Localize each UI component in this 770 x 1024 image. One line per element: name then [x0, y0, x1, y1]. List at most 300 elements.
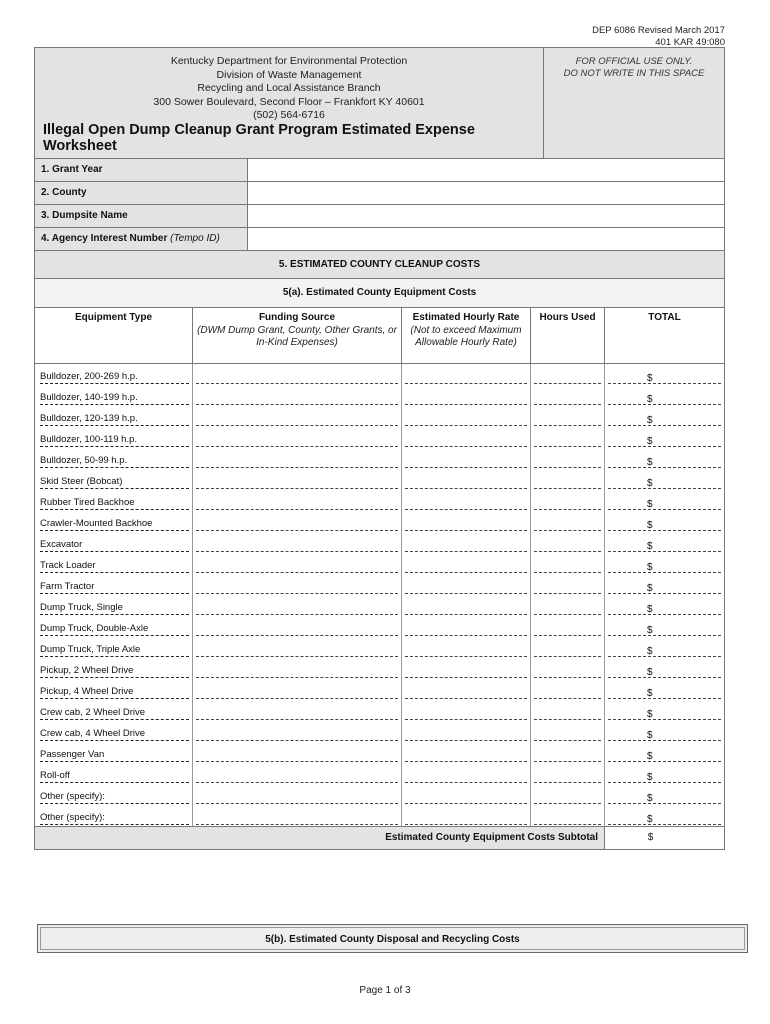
dashed-underline — [608, 404, 721, 405]
currency-symbol: $ — [647, 457, 653, 468]
dumpsite-name-input[interactable] — [248, 205, 724, 227]
equipment-row — [35, 637, 724, 658]
subtotal-row — [35, 826, 724, 849]
section-5-heading: 5. ESTIMATED COUNTY CLEANUP COSTS — [35, 251, 724, 279]
equipment-type-cell — [35, 721, 193, 742]
funding-source-input[interactable] — [193, 700, 402, 721]
hourly-rate-input[interactable] — [402, 721, 531, 742]
funding-source-input[interactable] — [193, 721, 402, 742]
agency-line: (502) 564-6716 — [253, 109, 325, 121]
dashed-underline — [608, 740, 721, 741]
hourly-rate-input[interactable] — [402, 658, 531, 679]
total-input[interactable] — [605, 532, 724, 553]
dashed-underline — [405, 404, 527, 405]
total-input[interactable] — [605, 658, 724, 679]
dumpsite-name-label: 3. Dumpsite Name — [35, 205, 248, 227]
equipment-type-label: Bulldozer, 140-199 h.p. — [40, 392, 189, 405]
equipment-row — [35, 721, 724, 742]
currency-symbol: $ — [647, 415, 653, 426]
total-input[interactable] — [605, 448, 724, 469]
hours-used-input[interactable] — [531, 721, 605, 742]
form-header — [35, 48, 724, 159]
county-input[interactable] — [248, 182, 724, 204]
hours-used-header — [531, 308, 605, 363]
funding-source-input[interactable] — [193, 532, 402, 553]
funding-source-input[interactable] — [193, 679, 402, 700]
total-input[interactable] — [605, 553, 724, 574]
equipment-type-cell — [35, 658, 193, 679]
agency-interest-label — [35, 228, 248, 250]
equipment-type-label: Passenger Van — [40, 749, 189, 762]
equipment-type-cell — [35, 700, 193, 721]
equipment-type-cell — [35, 616, 193, 637]
hours-used-input[interactable] — [531, 784, 605, 805]
funding-source-input[interactable] — [193, 406, 402, 427]
agency-interest-note: (Tempo ID) — [170, 233, 220, 244]
currency-symbol: $ — [647, 709, 653, 720]
agency-block — [35, 48, 544, 158]
dashed-underline — [534, 635, 601, 636]
hourly-rate-input[interactable] — [402, 637, 531, 658]
dashed-underline — [534, 656, 601, 657]
equipment-type-label: Dump Truck, Single — [40, 602, 189, 615]
hourly-rate-input[interactable] — [402, 490, 531, 511]
dashed-underline — [534, 404, 601, 405]
agency-line: Division of Waste Management — [216, 68, 362, 81]
currency-symbol: $ — [647, 751, 653, 762]
dashed-underline — [534, 425, 601, 426]
dashed-underline — [534, 677, 601, 678]
hours-used-input[interactable] — [531, 574, 605, 595]
dashed-underline — [405, 635, 527, 636]
funding-source-input[interactable] — [193, 784, 402, 805]
hourly-rate-input[interactable] — [402, 763, 531, 784]
dashed-underline — [405, 614, 527, 615]
equipment-type-label: Excavator — [40, 539, 189, 552]
subtotal-value[interactable] — [605, 827, 724, 849]
funding-source-input[interactable] — [193, 574, 402, 595]
currency-symbol: $ — [647, 832, 654, 843]
dashed-underline — [608, 572, 721, 573]
currency-symbol: $ — [647, 604, 653, 615]
hourly-rate-input[interactable] — [402, 532, 531, 553]
dashed-underline — [196, 698, 398, 699]
funding-source-input[interactable] — [193, 763, 402, 784]
equipment-type-label: Bulldozer, 50-99 h.p. — [40, 455, 189, 468]
dashed-underline — [405, 467, 527, 468]
hours-used-input[interactable] — [531, 553, 605, 574]
equipment-type-cell — [35, 427, 193, 448]
official-use-line: DO NOT WRITE IN THIS SPACE — [563, 68, 705, 79]
dumpsite-name-row — [35, 205, 724, 228]
equipment-type-cell — [35, 637, 193, 658]
total-input[interactable] — [605, 385, 724, 406]
official-use-line: FOR OFFICIAL USE ONLY. — [575, 56, 693, 67]
total-header — [605, 308, 724, 363]
hourly-rate-input[interactable] — [402, 427, 531, 448]
equipment-row — [35, 427, 724, 448]
equipment-row — [35, 805, 724, 826]
section-5a-heading: 5(a). Estimated County Equipment Costs — [35, 279, 724, 308]
funding-source-input[interactable] — [193, 595, 402, 616]
equipment-type-label: Other (specify): — [40, 791, 189, 804]
equipment-table-header — [35, 308, 724, 364]
dashed-underline — [196, 635, 398, 636]
equipment-row — [35, 448, 724, 469]
equipment-row — [35, 364, 724, 385]
dashed-underline — [608, 635, 721, 636]
agency-interest-input[interactable] — [248, 228, 724, 250]
equipment-type-cell — [35, 679, 193, 700]
dashed-underline — [196, 530, 398, 531]
dashed-underline — [196, 572, 398, 573]
dashed-underline — [405, 677, 527, 678]
hours-used-input[interactable] — [531, 595, 605, 616]
hourly-rate-header — [402, 308, 531, 363]
equipment-type-label: Bulldozer, 100-119 h.p. — [40, 434, 189, 447]
equipment-row — [35, 595, 724, 616]
hours-used-input[interactable] — [531, 763, 605, 784]
equipment-type-cell — [35, 595, 193, 616]
dashed-underline — [534, 782, 601, 783]
equipment-type-cell — [35, 490, 193, 511]
dashed-underline — [608, 677, 721, 678]
dashed-underline — [405, 593, 527, 594]
agency-address — [35, 48, 543, 123]
dashed-underline — [405, 572, 527, 573]
hourly-rate-input[interactable] — [402, 742, 531, 763]
equipment-type-cell — [35, 406, 193, 427]
hourly-rate-input[interactable] — [402, 574, 531, 595]
currency-symbol: $ — [647, 373, 653, 384]
dashed-underline — [196, 404, 398, 405]
dashed-underline — [405, 488, 527, 489]
dashed-underline — [534, 698, 601, 699]
hourly-rate-input[interactable] — [402, 406, 531, 427]
total-input[interactable] — [605, 511, 724, 532]
dashed-underline — [405, 782, 527, 783]
dashed-underline — [608, 719, 721, 720]
dashed-underline — [405, 656, 527, 657]
dashed-underline — [534, 719, 601, 720]
equipment-row — [35, 490, 724, 511]
currency-symbol: $ — [647, 667, 653, 678]
dashed-underline — [608, 698, 721, 699]
funding-source-input[interactable] — [193, 553, 402, 574]
equipment-type-label: Dump Truck, Triple Axle — [40, 644, 189, 657]
currency-symbol: $ — [647, 793, 653, 804]
funding-source-input[interactable] — [193, 742, 402, 763]
funding-source-input[interactable] — [193, 637, 402, 658]
total-input[interactable] — [605, 616, 724, 637]
hours-used-input[interactable] — [531, 805, 605, 826]
equipment-type-cell — [35, 805, 193, 826]
dashed-underline — [196, 782, 398, 783]
dashed-underline — [534, 530, 601, 531]
dashed-underline — [196, 551, 398, 552]
currency-symbol: $ — [647, 688, 653, 699]
grant-year-label: 1. Grant Year — [35, 159, 248, 181]
hours-used-input[interactable] — [531, 532, 605, 553]
funding-source-input[interactable] — [193, 427, 402, 448]
equipment-row — [35, 700, 724, 721]
currency-symbol: $ — [647, 436, 653, 447]
funding-source-input[interactable] — [193, 448, 402, 469]
dashed-underline — [534, 572, 601, 573]
hours-used-input[interactable] — [531, 364, 605, 385]
worksheet-form — [34, 47, 725, 850]
hourly-rate-note: (Not to exceed Maximum Allowable Hourly Rate) — [410, 324, 522, 348]
currency-symbol: $ — [647, 394, 653, 405]
hours-used-input[interactable] — [531, 511, 605, 532]
equipment-row — [35, 658, 724, 679]
funding-source-input[interactable] — [193, 364, 402, 385]
hourly-rate-input[interactable] — [402, 616, 531, 637]
hourly-rate-input[interactable] — [402, 700, 531, 721]
equipment-type-cell — [35, 511, 193, 532]
dashed-underline — [196, 656, 398, 657]
dashed-underline — [534, 824, 601, 825]
hourly-rate-input[interactable] — [402, 805, 531, 826]
equipment-type-label: Pickup, 2 Wheel Drive — [40, 665, 189, 678]
dashed-underline — [405, 530, 527, 531]
hours-used-input[interactable] — [531, 700, 605, 721]
funding-source-input[interactable] — [193, 511, 402, 532]
equipment-type-cell — [35, 385, 193, 406]
dashed-underline — [405, 719, 527, 720]
total-title: TOTAL — [648, 312, 681, 323]
funding-source-input[interactable] — [193, 469, 402, 490]
hours-used-input[interactable] — [531, 490, 605, 511]
currency-symbol: $ — [647, 625, 653, 636]
currency-symbol: $ — [647, 730, 653, 741]
revision-info — [592, 25, 725, 49]
currency-symbol: $ — [647, 772, 653, 783]
total-input[interactable] — [605, 574, 724, 595]
dashed-underline — [608, 425, 721, 426]
dashed-underline — [534, 488, 601, 489]
dashed-underline — [608, 614, 721, 615]
dashed-underline — [608, 803, 721, 804]
equipment-type-label: Dump Truck, Double-Axle — [40, 623, 189, 636]
hourly-rate-input[interactable] — [402, 679, 531, 700]
dashed-underline — [608, 467, 721, 468]
hours-used-input[interactable] — [531, 385, 605, 406]
equipment-type-cell — [35, 469, 193, 490]
funding-source-input[interactable] — [193, 805, 402, 826]
dashed-underline — [196, 488, 398, 489]
dashed-underline — [534, 761, 601, 762]
grant-year-input[interactable] — [248, 159, 724, 181]
dashed-underline — [196, 467, 398, 468]
dashed-underline — [405, 740, 527, 741]
dashed-underline — [608, 383, 721, 384]
funding-source-note: (DWM Dump Grant, County, Other Grants, or In-Kind Expenses) — [197, 324, 397, 348]
equipment-type-label: Bulldozer, 120-139 h.p. — [40, 413, 189, 426]
equipment-type-label: Crawler-Mounted Backhoe — [40, 518, 189, 531]
dashed-underline — [196, 614, 398, 615]
dashed-underline — [405, 761, 527, 762]
total-input[interactable] — [605, 490, 724, 511]
agency-interest-row — [35, 228, 724, 251]
dashed-underline — [196, 824, 398, 825]
funding-source-input[interactable] — [193, 490, 402, 511]
currency-symbol: $ — [647, 583, 653, 594]
hourly-rate-input[interactable] — [402, 469, 531, 490]
total-input[interactable] — [605, 469, 724, 490]
equipment-type-cell — [35, 742, 193, 763]
agency-line: Kentucky Department for Environmental Protection — [170, 55, 408, 67]
equipment-row — [35, 616, 724, 637]
hours-used-input[interactable] — [531, 616, 605, 637]
total-input[interactable] — [605, 784, 724, 805]
equipment-type-cell — [35, 784, 193, 805]
dashed-underline — [196, 719, 398, 720]
revision-line: DEP 6086 Revised March 2017 — [592, 25, 725, 36]
currency-symbol: $ — [647, 814, 653, 825]
total-input[interactable] — [605, 721, 724, 742]
dashed-underline — [608, 488, 721, 489]
equipment-type-header — [35, 308, 193, 363]
total-input[interactable] — [605, 742, 724, 763]
hourly-rate-input[interactable] — [402, 448, 531, 469]
dashed-underline — [196, 509, 398, 510]
equipment-type-label: Skid Steer (Bobcat) — [40, 476, 189, 489]
dashed-underline — [534, 740, 601, 741]
hours-used-input[interactable] — [531, 637, 605, 658]
equipment-row — [35, 784, 724, 805]
hourly-rate-input[interactable] — [402, 511, 531, 532]
equipment-row — [35, 469, 724, 490]
equipment-type-label: Track Loader — [40, 560, 189, 573]
equipment-row — [35, 532, 724, 553]
funding-source-header — [193, 308, 402, 363]
total-input[interactable] — [605, 406, 724, 427]
equipment-row — [35, 511, 724, 532]
hourly-rate-input[interactable] — [402, 553, 531, 574]
total-input[interactable] — [605, 364, 724, 385]
hours-used-input[interactable] — [531, 679, 605, 700]
equipment-type-label: Roll-off — [40, 770, 189, 783]
hourly-rate-input[interactable] — [402, 784, 531, 805]
currency-symbol: $ — [647, 478, 653, 489]
dashed-underline — [534, 803, 601, 804]
hours-used-input[interactable] — [531, 448, 605, 469]
funding-source-input[interactable] — [193, 658, 402, 679]
dashed-underline — [405, 509, 527, 510]
currency-symbol: $ — [647, 520, 653, 531]
equipment-row — [35, 679, 724, 700]
dashed-underline — [196, 740, 398, 741]
hours-used-input[interactable] — [531, 406, 605, 427]
equipment-type-label: Crew cab, 2 Wheel Drive — [40, 707, 189, 720]
dashed-underline — [196, 593, 398, 594]
agency-line: 300 Sower Boulevard, Second Floor – Frankfort KY 40601 — [153, 95, 425, 108]
dashed-underline — [608, 656, 721, 657]
total-input[interactable] — [605, 427, 724, 448]
hours-used-input[interactable] — [531, 427, 605, 448]
funding-source-title: Funding Source — [258, 312, 336, 323]
hourly-rate-input[interactable] — [402, 364, 531, 385]
total-input[interactable] — [605, 700, 724, 721]
equipment-type-cell — [35, 364, 193, 385]
hourly-rate-input[interactable] — [402, 595, 531, 616]
total-input[interactable] — [605, 763, 724, 784]
dashed-underline — [608, 824, 721, 825]
dashed-underline — [196, 425, 398, 426]
total-input[interactable] — [605, 679, 724, 700]
dashed-underline — [608, 509, 721, 510]
county-label: 2. County — [35, 182, 248, 204]
equipment-type-title: Equipment Type — [74, 312, 153, 323]
equipment-type-label: Rubber Tired Backhoe — [40, 497, 189, 510]
dashed-underline — [534, 593, 601, 594]
equipment-row — [35, 385, 724, 406]
equipment-table-body — [35, 364, 724, 826]
equipment-row — [35, 763, 724, 784]
equipment-row — [35, 742, 724, 763]
dashed-underline — [405, 698, 527, 699]
currency-symbol: $ — [647, 499, 653, 510]
dashed-underline — [196, 761, 398, 762]
equipment-row — [35, 553, 724, 574]
hours-used-input[interactable] — [531, 742, 605, 763]
hourly-rate-input[interactable] — [402, 385, 531, 406]
dashed-underline — [608, 593, 721, 594]
dashed-underline — [534, 509, 601, 510]
dashed-underline — [405, 824, 527, 825]
currency-symbol: $ — [647, 562, 653, 573]
dashed-underline — [608, 761, 721, 762]
dashed-underline — [534, 383, 601, 384]
dashed-underline — [608, 782, 721, 783]
grant-year-row — [35, 159, 724, 182]
dashed-underline — [196, 803, 398, 804]
hours-used-input[interactable] — [531, 469, 605, 490]
form-title: Illegal Open Dump Cleanup Grant Program Estimated Expense Worksheet — [43, 122, 475, 154]
hours-used-input[interactable] — [531, 658, 605, 679]
dashed-underline — [405, 383, 527, 384]
funding-source-input[interactable] — [193, 385, 402, 406]
currency-symbol: $ — [647, 646, 653, 657]
equipment-type-cell — [35, 448, 193, 469]
county-row — [35, 182, 724, 205]
equipment-type-label: Bulldozer, 200-269 h.p. — [40, 371, 189, 384]
equipment-row — [35, 406, 724, 427]
dashed-underline — [534, 467, 601, 468]
equipment-type-cell — [35, 532, 193, 553]
dashed-underline — [608, 446, 721, 447]
currency-symbol: $ — [647, 541, 653, 552]
dashed-underline — [196, 383, 398, 384]
regulation-line: 401 KAR 49:080 — [655, 37, 725, 48]
subtotal-label: Estimated County Equipment Costs Subtotal — [35, 827, 605, 849]
agency-interest-label-text: 4. Agency Interest Number — [41, 233, 171, 244]
equipment-type-label: Farm Tractor — [40, 581, 189, 594]
total-input[interactable] — [605, 637, 724, 658]
equipment-type-label: Pickup, 4 Wheel Drive — [40, 686, 189, 699]
section-5b-heading: 5(b). Estimated County Disposal and Recycling Costs — [37, 924, 748, 953]
total-input[interactable] — [605, 805, 724, 826]
official-use-box — [544, 48, 724, 158]
equipment-type-label: Crew cab, 4 Wheel Drive — [40, 728, 189, 741]
dashed-underline — [534, 614, 601, 615]
funding-source-input[interactable] — [193, 616, 402, 637]
total-input[interactable] — [605, 595, 724, 616]
equipment-type-cell — [35, 763, 193, 784]
page-number: Page 1 of 3 — [359, 985, 411, 996]
equipment-type-cell — [35, 574, 193, 595]
